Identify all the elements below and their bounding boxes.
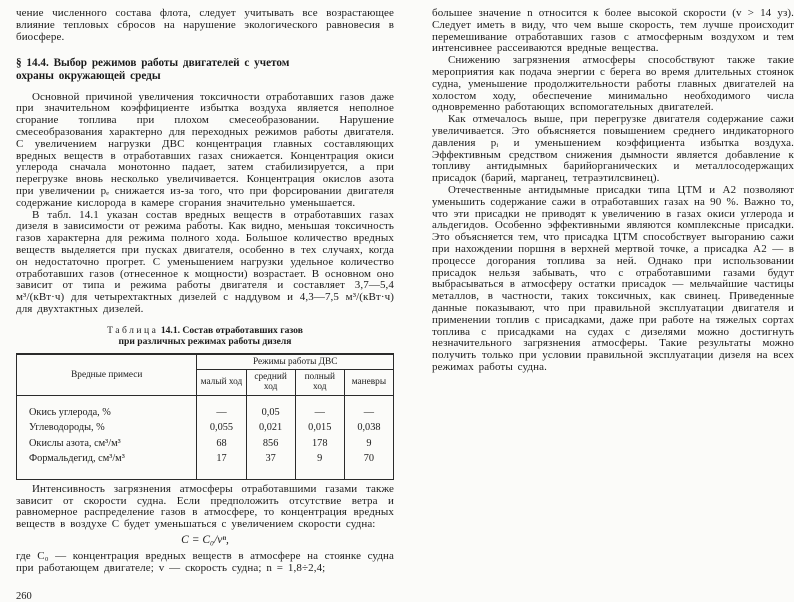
table-cell: — xyxy=(197,395,246,420)
table-cell: 68 xyxy=(197,436,246,452)
left-page-column xyxy=(16,8,394,602)
table-cell: 37 xyxy=(246,451,295,479)
table-cell: 0,038 xyxy=(357,422,381,434)
section-heading xyxy=(16,57,394,82)
table-caption-word: Таблица xyxy=(107,324,159,336)
exhaust-gas-table xyxy=(16,353,394,480)
table-cell: 9 xyxy=(366,437,372,449)
paragraph-speed-effect: Интенсивность загрязнения атмосферы отработавшими газами также зависит от скорости судна. Если предположить отсутствие ветра и равномерное распределение газов в атмосфере, то концентрация вредных веществ в воздухе C будет уменьшаться с увеличением скорости судна: xyxy=(16,482,394,531)
table-caption-line2: при различных режимах работы дизеля xyxy=(118,336,292,348)
section-heading-line1: § 14.4. Выбор режимов работы двигателей с учетом xyxy=(16,57,290,70)
paragraph-continuation-top: чение численного состава флота, следует учитывать все возрастающее влияние тепловых сбросов на нарушение экологического равновесия в биосфере. xyxy=(16,7,394,43)
exhaust-gas-table-header xyxy=(17,354,394,396)
table-row xyxy=(17,436,394,452)
page-number: 260 xyxy=(16,590,32,602)
table-group-header: Режимы работы ДВС xyxy=(197,354,394,370)
section-heading-line2: охраны окружающей среды xyxy=(16,69,161,82)
table-cell: — xyxy=(363,406,375,418)
table-cell: 178 xyxy=(295,436,344,452)
table-caption xyxy=(16,325,394,348)
table-col-maneuvers: маневры xyxy=(344,369,393,395)
table-cell: 70 xyxy=(363,453,375,465)
table-cell: 0,021 xyxy=(246,420,295,436)
concentration-formula: C = C₀/vⁿ, xyxy=(181,533,229,546)
table-cell: 17 xyxy=(197,451,246,479)
paragraph-table-intro: В табл. 14.1 указан состав вредных веществ в отработавших газах дизеля в зависимости от режима работы. Как видно, меньшая токсичность газов характерна для режима полного хода. Большое количество вредных веществ выделяется при пусках двигателя, особенно в тех случаях, когда он недостаточно прогрет. С уменьшением нагрузки удельное количество отработавших газов (отнесенное к мощности) возрастает. В основном оно зависит от типа и режима работы двигателя и составляет 3,7—5,4 м³/(кВт·ч) для четырехтактных дизелей с наддувом и 4,3—7,5 м³/(кВт·ч) для двухтактных дизелей. xyxy=(16,208,394,315)
table-cell: 0,055 xyxy=(197,420,246,436)
table-row-label: Углеводороды, % xyxy=(17,420,197,436)
paragraph-additives-ctm-a2: Отечественные антидымные присадки типа ЦТМ и А2 позволяют уменьшить содержание сажи в отработавших газах на 90 %. Важно то, что эти присадки не приводят к увеличению в газах окиси углерода и альдегидов. Особенно эффективными являются комплексные присадки. Это объясняется тем, что присадка ЦТМ способствует выгоранию сажи при нахождении поршня в верхней мертвой точке, а присадка А2 — в процессе догорания топлива за ней. Однако при использовании присадок нельзя забывать, что с отработавшими газами будут выбрасываться в атмосферу остатки присадок — мельчайшие частицы металлов, в частности, таких токсичных, как свинец. Приведенные данные показывают, что при правильной эксплуатации двигателя и применении топлив с присадками, даже при работе на тяжелых сортах топлива с присадками на судах с дизелями можно достигнуть незначительного загрязнения атмосферы. Такие результаты можно получить только при условии правильной эксплуатации дизеля на всех режимах работы судна. xyxy=(432,183,794,373)
table-caption-text1: Состав отработавших газов xyxy=(182,324,303,336)
table-cell: 0,015 xyxy=(295,420,344,436)
table-cell: 856 xyxy=(246,436,295,452)
table-caption-line1 xyxy=(16,325,394,337)
paragraph-formula-legend: где C₀ — концентрация вредных веществ в атмосфере на стоянке судна при работающем двигателе; v — скорость судна; n = 1,8÷2,4; xyxy=(16,549,394,574)
table-row-label: Окись углерода, % xyxy=(17,395,197,420)
paragraph-speed-continuation: большее значение n относится к более высокой скорости (v > 14 уз). Следует иметь в виду, что чем выше скорость, тем лучше происходит перемешивание отработавших газов с атмосферным воздухом и тем интенсивнее рассеиваются вредные вещества. xyxy=(432,7,794,55)
table-row xyxy=(17,420,394,436)
table-col-slow-speed: малый ход xyxy=(197,369,246,395)
table-row xyxy=(17,395,394,420)
table-row xyxy=(17,451,394,479)
table-caption-number: 14.1. xyxy=(160,324,181,336)
table-cell: 9 xyxy=(295,451,344,479)
right-page-column xyxy=(432,8,794,602)
table-cell: 0,05 xyxy=(246,395,295,420)
paragraph-soot-additives: Как отмечалось выше, при перегрузке двигателя содержание сажи увеличивается. Это объясняется повышением среднего индикаторного давления pᵢ и уменьшением коэффициента избытка воздуха. Эффективным средством снижения дымности является добавление к топливу антидымных барийорганических и металлосодержащих присадок (барий, марганец, тетраэтилсвинец). xyxy=(432,113,794,185)
table-row-label: Формальдегид, см³/м³ xyxy=(17,451,197,479)
table-col-full-speed: полный ход xyxy=(295,369,344,395)
table-row-label: Окислы азота, см³/м³ xyxy=(17,436,197,452)
paragraph-pollution-measures: Снижению загрязнения атмосферы способствуют также такие мероприятия как подача энергии с берега во время длительных стоянок судна, уменьшение продолжительности работы главных двигателей на холостом ходу, обеспечение минимально необходимого числа одновременно работающих вспомогательных двигателей. xyxy=(432,54,794,114)
paragraph-combustion: Основной причиной увеличения токсичности отработавших газов даже при значительном коэффициенте избытка воздуха является неполное сгорание топлива при плохом смесеобразовании. Нарушение смесеобразования характерно для переходных режимов работы двигателя. С увеличением нагрузки ДВС концентрация главных составляющих вредных веществ в отработавших газах снижается. Концентрация окиси углерода сначала монотонно падает, затем стабилизируется, а при перегрузке вновь несколько увеличивается. Концентрация окислов азота при увеличении pₑ снижается из-за того, что при форсировании двигателя содержание кислорода в камере сгорания значительно уменьшается. xyxy=(16,90,394,209)
table-col-medium-speed: средний ход xyxy=(246,369,295,395)
table-cell: — xyxy=(295,395,344,420)
table-corner-header: Вредные примеси xyxy=(17,354,197,396)
